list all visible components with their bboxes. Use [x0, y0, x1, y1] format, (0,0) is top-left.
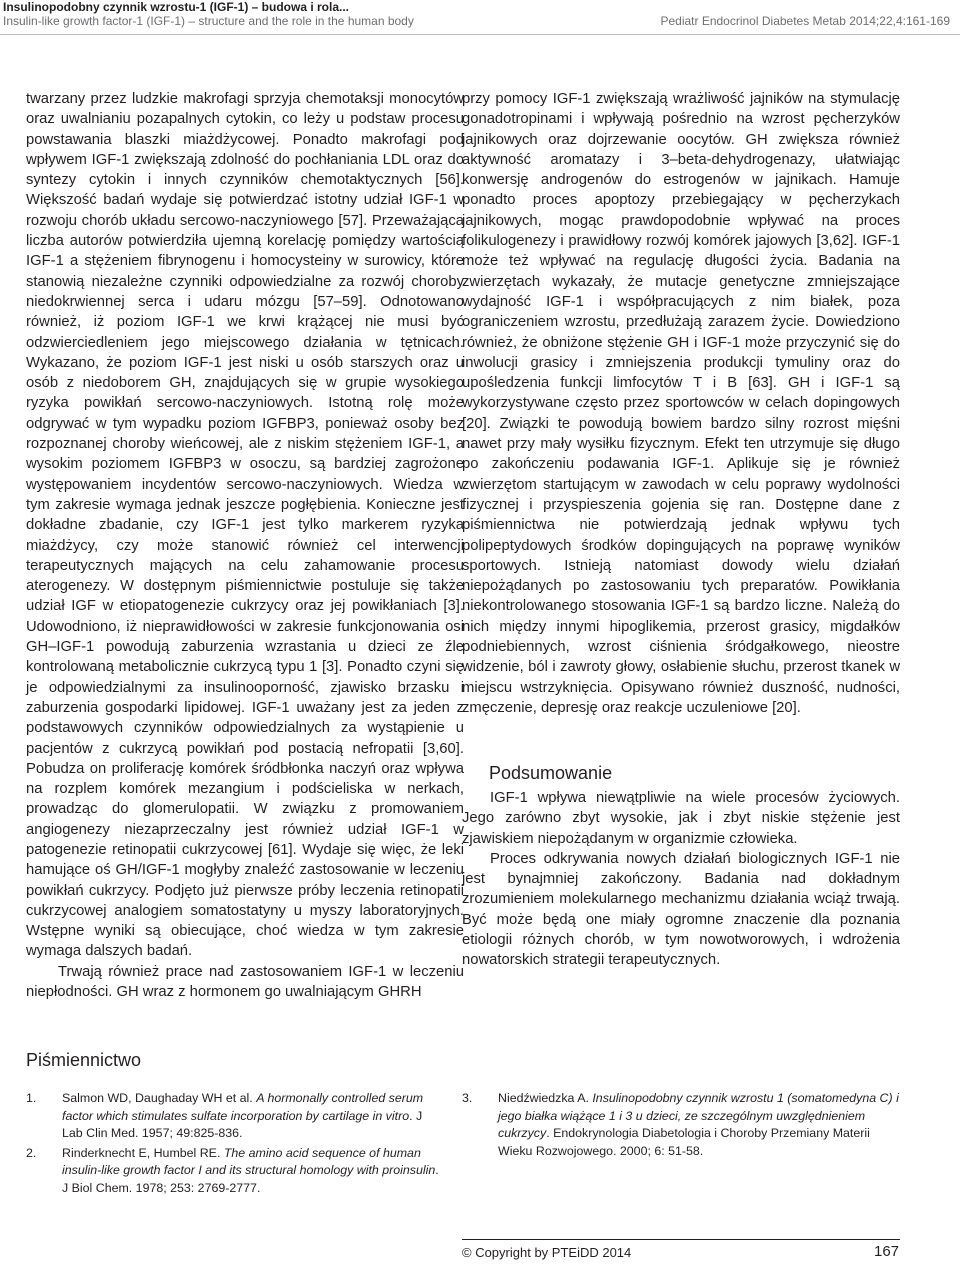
reference-number: 2. — [26, 1145, 37, 1160]
running-header — [0, 0, 960, 40]
left-column — [26, 89, 464, 1002]
reference-number: 1. — [26, 1091, 37, 1105]
page-number: 167 — [874, 1243, 900, 1260]
reference-title: The amino acid sequence of human insulin-like growth factor I and its structural homology with proinsulin — [62, 1145, 436, 1178]
reference-title: Insulinopodobny czynnik wzrostu 1 (somatomedyna C) i jego białka wiążące 1 i 3 u dzieci, ze szczególnym uwzględnieniem cukrzycy — [498, 1091, 899, 1141]
reference-source: . J Biol Chem. 1978; 253: 2769-2777. — [62, 1163, 439, 1195]
reference-item — [462, 1090, 900, 1160]
summary-heading: Podsumowanie — [489, 762, 613, 783]
footer-divider — [462, 1239, 900, 1240]
reference-number: 3. — [462, 1091, 473, 1105]
body-paragraph: przy pomocy IGF-1 zwiększają wrażliwość jajników na stymulację gonadotropinami i wpływają pośrednio na wzrost pęcherzyków jajnikowych oraz dojrzewanie oocytów. GH zwiększa również aktywność aromatazy i 3–beta-dehydrogenazy, ułatwiając konwersję androgenów do estrogenów w jajnikach. Hamuje ponadto proces apoptozy przebiegający w pęcherzykach jajnikowych, mogąc prawdopodobnie wpływać na proces folikulogenezy i prawidłowy rozwój komórek jajowych [3,62]. IGF-1 może też wpływać na regulację długości życia. Badania na zwierzętach wykazały, że mutacje genetyczne zmniejszające wydajność IGF-1 i współpracujących z nim białek, poza ograniczeniem wzrostu, przedłużają zarazem życie. Dowiedziono również, że obniżone stężenie GH i IGF-1 może przyczynić się do inwolucji grasicy i zmniejszenia produkcji tymuliny oraz do upośledzenia funkcji limfocytów T i B [63]. GH i IGF-1 są wykorzystywane często przez sportowców w celach dopingowych [20]. Związki te powodują bowiem bardzo silny rozrost mięśni nawet przy mały wysiłku fizycznym. Efekt ten utrzymuje się długo po zakończeniu podawania IGF-1. Aplikuje się je również zwierzętom startującym w zawodach w celu poprawy wydolności fizycznej i przyspieszenia gojenia się ran. Dostępne dane z piśmiennictwa nie potwierdzają jednak wpływu tych polipeptydowych środków dopingujących na poprawę wyników sportowych. Istnieją natomiast dowody wielu działań niepożądanych po zastosowaniu tych preparatów. Powikłania niekontrolowanego stosowania IGF-1 są bardzo liczne. Należą do nich między innymi hipoglikemia, przerost grasicy, migdałków podniebiennych, wzrost ciśnienia śródgałkowego, nieostre widzenie, ból i zawroty głowy, osłabienie słuchu, przerost tkanek w miejscu wstrzyknięcia. Opisywano również duszność, nudności, zmęczenie, depresję oraz reakcje uczuleniowe [20]. — [462, 91, 900, 716]
right-column — [462, 89, 900, 718]
reference-source: . J Lab Clin Med. 1957; 49:825-836. — [62, 1108, 423, 1141]
reference-authors: Rinderknecht E, Humbel RE. — [62, 1145, 224, 1160]
reference-item — [26, 1090, 446, 1143]
journal-citation: Pediatr Endocrinol Diabetes Metab 2014;22,4:161-169 — [660, 14, 950, 28]
summary-paragraph: Proces odkrywania nowych działań biologicznych IGF-1 nie jest bynajmniej zakończony. Badania nad dokładnym zrozumieniem molekularnego mechanizmu działania wciąż trwają. Być może będą one miały ogromne znaczenie dla poznania etiologii różnych chorób, w tym nowotworowych, i wdrożenia nowatorskich strategii terapeutycznych. — [462, 850, 900, 969]
summary-section — [462, 788, 900, 971]
body-paragraph: Trwają również prace nad zastosowaniem IGF-1 w leczeniu niepłodności. GH wraz z hormonem go uwalniającym GHRH — [26, 963, 464, 1001]
references-right-column — [462, 1090, 900, 1162]
copyright-notice: © Copyright by PTEiDD 2014 — [462, 1245, 632, 1260]
running-subtitle: Insulin-like growth factor-1 (IGF-1) – structure and the role in the human body — [3, 14, 414, 28]
body-paragraph: twarzany przez ludzkie makrofagi sprzyja chemotaksji monocytów oraz uwalnianiu pozapalnych cytokin, co leży u podstaw procesu powstawania blaszki miażdżycowej. Ponadto makrofagi pod wpływem IGF-1 zwiększają zdolność do pochłaniania LDL oraz do syntezy cytokin i innych czynników chemotaktycznych [56]. Większość badań wydaje się potwierdzać istotny udział IGF-1 w rozwoju chorób układu sercowo-naczyniowego [57]. Przeważająca liczba autorów potwierdziła ujemną korelację pomiędzy wartością IGF-1 a stężeniem fibrynogenu i homocysteiny w surowicy, które stanowią niezależne czynniki odpowiedzialne za rozwój choroby niedokrwiennej serca i udaru mózgu [57–59]. Odnotowano również, iż poziom IGF-1 we krwi krążącej nie musi być odzwierciedleniem jego miejscowego działania w tętnicach. Wykazano, że poziom IGF-1 jest niski u osób starszych oraz u osób z niedoborem GH, znajdujących się w grupie wysokiego ryzyka powikłań sercowo-naczyniowych. Istotną rolę może odgrywać w tym wypadku poziom IGFBP3, ponieważ osoby bez rozpoznanej choroby wieńcowej, ale z niskim stężeniem IGF-1, a wysokim poziomem IGFBP3 w osoczu, są bardziej zagrożone występowaniem incydentów sercowo-naczyniowych. Wiedza w tym zakresie wymaga jednak jeszcze pogłębienia. Konieczne jest dokładne zbadanie, czy IGF-1 jest tylko markerem ryzyka miażdżycy, czy może stanowić również cel interwencji terapeutycznych mających na celu zahamowanie procesu aterogenezy. W dostępnym piśmiennictwie postuluje się także udział IGF w etiopatogenezie cukrzycy oraz jej powikłaniach [3]. Udowodniono, iż nieprawidłowości w zakresie funkcjonowania osi GH–IGF-1 powodują zaburzenia wzrastania u dzieci ze źle kontrolowaną metabolicznie cukrzycą typu 1 [3]. Ponadto czyni się je odpowiedzialnymi za insulinooporność, zjawisko brzasku i zaburzenia gospodarki lipidowej. IGF-1 uważany jest za jeden z podstawowych czynników odpowiedzialnych za wystąpienie u pacjentów z cukrzycą powikłań pod postacią nefropatii [3,60]. Pobudza on proliferację komórek śródbłonka naczyń oraz wpływa na rozplem komórek mezangium i podścieliska w nerkach, prowadząc do glomerulopatii. W związku z promowaniem angiogenezy niezaprzeczalny jest również udział IGF-1 w patogenezie retinopatii cukrzycowej [61]. Wydaje się więc, że leki hamujące oś GH/IGF-1 mogłyby znaleźć zastosowanie w leczeniu powikłań cukrzycy. Podjęto już pierwsze próby leczenia retinopatii cukrzycowej analogiem somatostatyny u myszy laboratoryjnych. Wstępne wyniki są obiecujące, choć wiedza w tym zakresie wymaga dalszych badań. — [26, 91, 464, 960]
references-heading: Piśmiennictwo — [26, 1050, 142, 1070]
summary-paragraph: IGF-1 wpływa niewątpliwie na wiele procesów życiowych. Jego zarówno zbyt wysokie, jak i zbyt niskie stężenie jest zjawiskiem niepożądanym w organizmie człowieka. — [462, 790, 900, 847]
reference-title: A hormonally controlled serum factor which stimulates sulfate incorporation by cartilage in vitro — [62, 1091, 424, 1123]
reference-authors: Salmon WD, Daughaday WH et al. — [62, 1091, 257, 1105]
running-title: Insulinopodobny czynnik wzrostu-1 (IGF-1) – budowa i rola... — [3, 0, 350, 14]
reference-authors: Niedźwiedzka A. — [498, 1091, 593, 1105]
references-left-column — [26, 1090, 446, 1200]
header-divider — [0, 34, 960, 35]
reference-item — [26, 1145, 446, 1198]
reference-source: . Endokrynologia Diabetologia i Choroby Przemiany Materii Wieku Rozwojowego. 2000; 6: 51-58. — [498, 1126, 870, 1158]
